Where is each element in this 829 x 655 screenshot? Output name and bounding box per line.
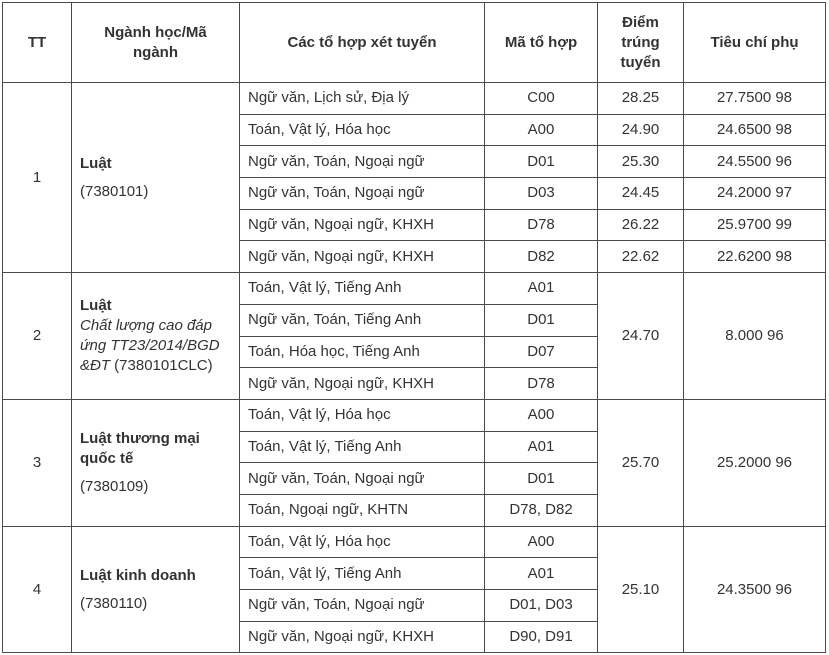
combo-code: D07 (485, 336, 598, 368)
combo-code: D03 (485, 178, 598, 210)
header-extra: Tiêu chí phụ (684, 3, 826, 83)
combo-code: A01 (485, 431, 598, 463)
major-name: Luật (80, 297, 112, 314)
combo-code: D01, D03 (485, 590, 598, 622)
score-value: 25.70 (598, 399, 684, 526)
combo-name: Toán, Vật lý, Tiếng Anh (240, 431, 485, 463)
combo-code: D01 (485, 463, 598, 495)
major-code: (7380109) (80, 477, 149, 495)
score-value: 24.90 (598, 114, 684, 146)
major-cell (72, 399, 240, 526)
extra-criteria: 24.6500 98 (684, 114, 826, 146)
combo-name: Ngữ văn, Lịch sử, Địa lý (240, 83, 485, 115)
major-name: Luật thương mại quốc tế (80, 429, 200, 467)
table-row (3, 526, 826, 558)
table-row (3, 399, 826, 431)
row-number: 2 (3, 273, 72, 400)
combo-name: Ngữ văn, Toán, Ngoại ngữ (240, 463, 485, 495)
combo-name: Ngữ văn, Ngoại ngữ, KHXH (240, 621, 485, 653)
extra-criteria: 27.7500 98 (684, 83, 826, 115)
combo-name: Toán, Ngoại ngữ, KHTN (240, 494, 485, 526)
combo-name: Toán, Vật lý, Hóa học (240, 114, 485, 146)
extra-criteria: 22.6200 98 (684, 241, 826, 273)
combo-code: C00 (485, 83, 598, 115)
row-number: 4 (3, 526, 72, 653)
row-number: 3 (3, 399, 72, 526)
major-note: Chất lượng cao đáp ứng TT23/2014/BGD &ĐT (80, 317, 220, 374)
extra-criteria: 25.9700 99 (684, 209, 826, 241)
combo-name: Ngữ văn, Toán, Ngoại ngữ (240, 178, 485, 210)
combo-name: Ngữ văn, Ngoại ngữ, KHXH (240, 209, 485, 241)
header-combo-code: Mã tổ hợp (485, 3, 598, 83)
combo-code: D78 (485, 209, 598, 241)
major-code: (7380101CLC) (114, 357, 213, 374)
combo-code: A01 (485, 273, 598, 305)
admission-score-table (2, 2, 826, 653)
combo-name: Toán, Vật lý, Hóa học (240, 526, 485, 558)
combo-code: A00 (485, 399, 598, 431)
score-value: 25.30 (598, 146, 684, 178)
score-value: 22.62 (598, 241, 684, 273)
major-code: (7380110) (80, 594, 148, 612)
combo-name: Toán, Vật lý, Tiếng Anh (240, 558, 485, 590)
combo-name: Ngữ văn, Toán, Tiếng Anh (240, 304, 485, 336)
combo-code: A00 (485, 114, 598, 146)
table-row (3, 273, 826, 305)
score-value: 26.22 (598, 209, 684, 241)
major-name: Luật (80, 154, 112, 172)
combo-name: Ngữ văn, Toán, Ngoại ngữ (240, 590, 485, 622)
extra-criteria: 24.2000 97 (684, 178, 826, 210)
extra-criteria: 8.000 96 (684, 273, 826, 400)
score-value: 24.70 (598, 273, 684, 400)
combo-name: Ngữ văn, Toán, Ngoại ngữ (240, 146, 485, 178)
major-code: (7380101) (80, 182, 149, 200)
table-row (3, 83, 826, 115)
score-value: 25.10 (598, 526, 684, 653)
header-row (3, 3, 826, 83)
major-cell (72, 273, 240, 400)
combo-code: A00 (485, 526, 598, 558)
combo-name: Toán, Hóa học, Tiếng Anh (240, 336, 485, 368)
extra-criteria: 25.2000 96 (684, 399, 826, 526)
major-cell (72, 83, 240, 273)
row-number: 1 (3, 83, 72, 273)
combo-name: Toán, Vật lý, Hóa học (240, 399, 485, 431)
major-name: Luật kinh doanh (80, 566, 196, 584)
combo-code: D01 (485, 304, 598, 336)
combo-code: D90, D91 (485, 621, 598, 653)
combo-name: Ngữ văn, Ngoại ngữ, KHXH (240, 241, 485, 273)
major-cell (72, 526, 240, 653)
score-value: 24.45 (598, 178, 684, 210)
header-tt: TT (3, 3, 72, 83)
header-score: Điểm trúng tuyển (598, 3, 684, 83)
extra-criteria: 24.5500 96 (684, 146, 826, 178)
combo-code: D78, D82 (485, 494, 598, 526)
combo-name: Ngữ văn, Ngoại ngữ, KHXH (240, 368, 485, 400)
score-value: 28.25 (598, 83, 684, 115)
combo-code: A01 (485, 558, 598, 590)
combo-code: D78 (485, 368, 598, 400)
combo-name: Toán, Vật lý, Tiếng Anh (240, 273, 485, 305)
header-combos: Các tổ hợp xét tuyển (240, 3, 485, 83)
extra-criteria: 24.3500 96 (684, 526, 826, 653)
combo-code: D82 (485, 241, 598, 273)
combo-code: D01 (485, 146, 598, 178)
header-major: Ngành học/Mã ngành (72, 3, 240, 83)
